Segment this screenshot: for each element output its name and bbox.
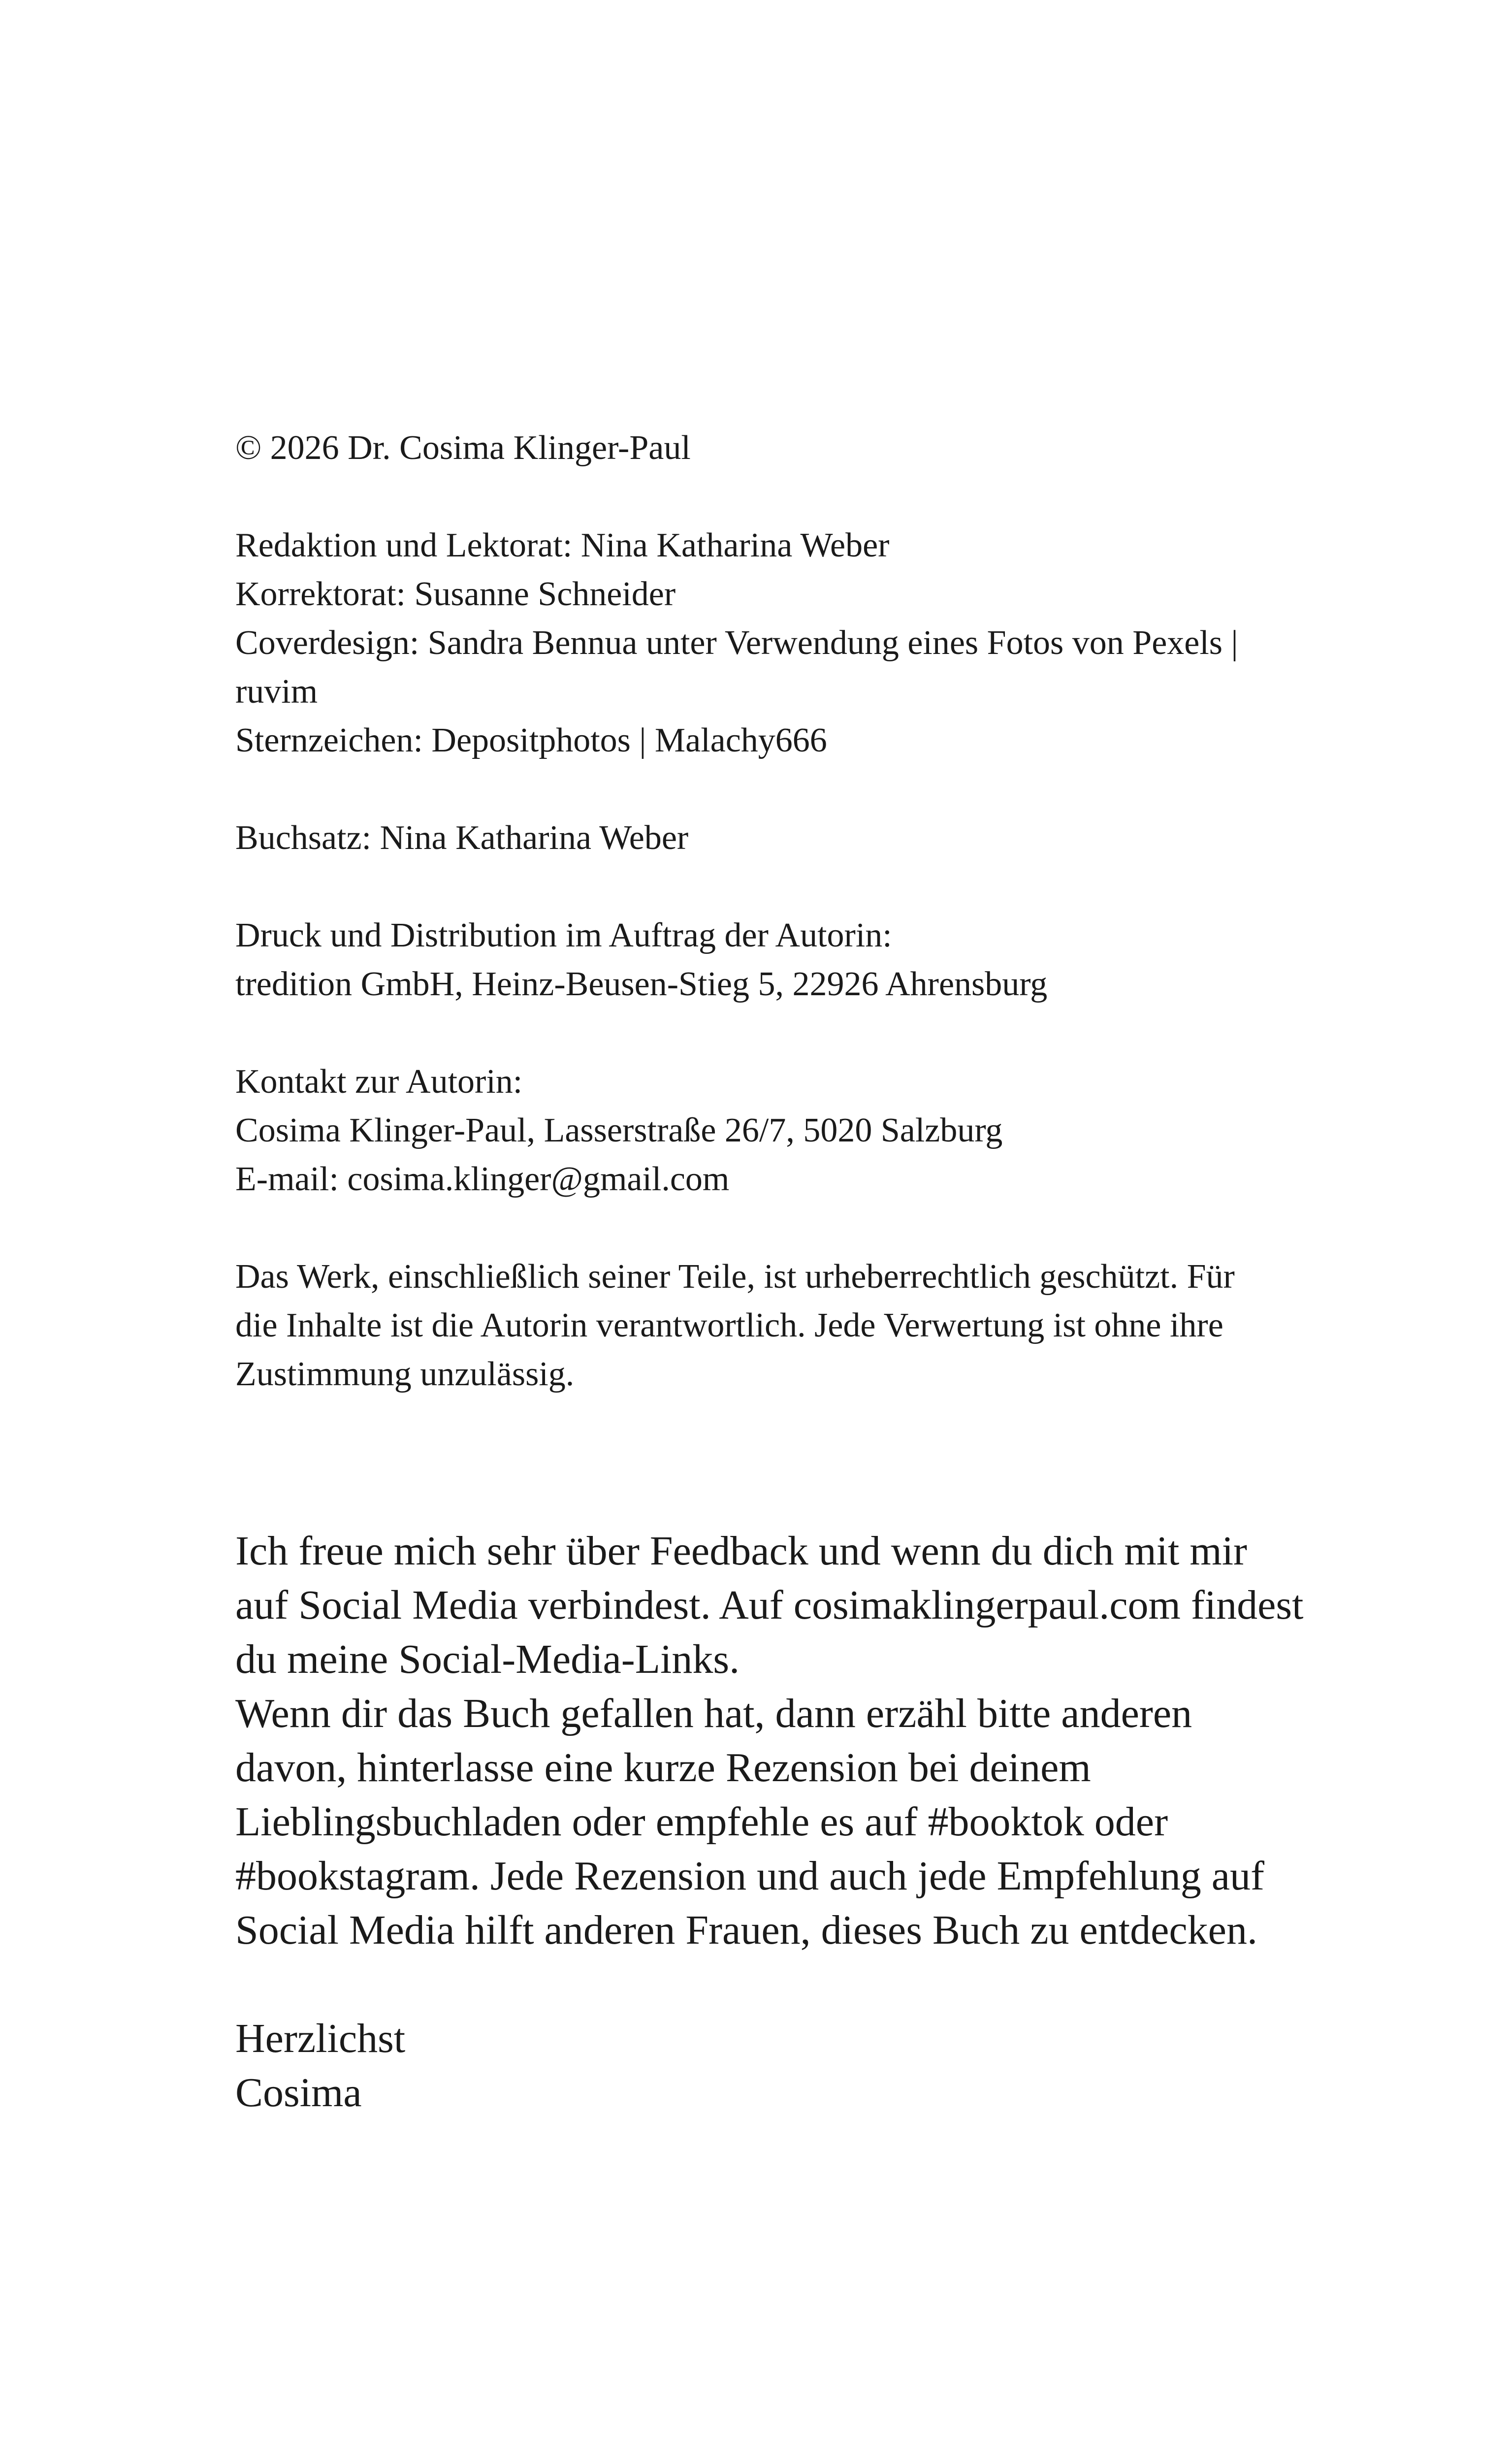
contact-address: Cosima Klinger-Paul, Lasserstraße 26/7, 5020 Salzburg — [235, 1111, 1003, 1149]
contact-email: E-mail: cosima.klinger@gmail.com — [235, 1160, 730, 1198]
printing-address: tredition GmbH, Heinz-Beusen-Stieg 5, 22926 Ahrensburg — [235, 965, 1048, 1003]
credits-block — [235, 521, 1294, 765]
credit-cover-design: Coverdesign: Sandra Bennua unter Verwendung eines Fotos von Pexels | ruvim — [235, 624, 1238, 711]
copyright-block — [235, 423, 1294, 472]
reader-message — [235, 1524, 1309, 1957]
credit-editing: Redaktion und Lektorat: Nina Katharina Weber — [235, 526, 890, 564]
closing-salutation: Herzlichst — [235, 2016, 406, 2061]
contact-label: Kontakt zur Autorin: — [235, 1063, 523, 1101]
copyright-notice: Das Werk, einschließlich seiner Teile, ist urheberrechtlich geschützt. Für die Inhalte ist die Autorin verantwortlich. Jede Verwertung ist ohne ihre Zustimmung unzulässig. — [235, 1258, 1235, 1393]
copyright-notice-block — [235, 1252, 1294, 1399]
contact-block — [235, 1057, 1294, 1204]
closing-block — [235, 2012, 405, 2120]
copyright-line: © 2026 Dr. Cosima Klinger-Paul — [235, 429, 691, 467]
typesetting-block — [235, 814, 1294, 862]
credit-typesetting: Buchsatz: Nina Katharina Weber — [235, 819, 689, 857]
imprint-section — [235, 423, 1294, 1447]
message-paragraph-feedback: Ich freue mich sehr über Feedback und wenn du dich mit mir auf Social Media verbindest. Auf cosimaklingerpaul.com findest du meine Social-Media-Links. — [235, 1528, 1304, 1682]
closing-signature: Cosima — [235, 2070, 362, 2116]
message-paragraph-review: Wenn dir das Buch gefallen hat, dann erzähl bitte anderen davon, hinterlasse eine kurze Rezension bei deinem Lieblingsbuchladen oder empfehle es auf #booktok oder #bookstagram. Jede Rezension und auch jede Empfehlung auf Social Media hilft anderen Frauen, dieses Buch zu entdecken. — [235, 1691, 1265, 1953]
credit-proofreading: Korrektorat: Susanne Schneider — [235, 575, 676, 613]
printing-label: Druck und Distribution im Auftrag der Autorin: — [235, 916, 892, 954]
credit-zodiac: Sternzeichen: Depositphotos | Malachy666 — [235, 721, 827, 759]
printing-block — [235, 911, 1294, 1009]
